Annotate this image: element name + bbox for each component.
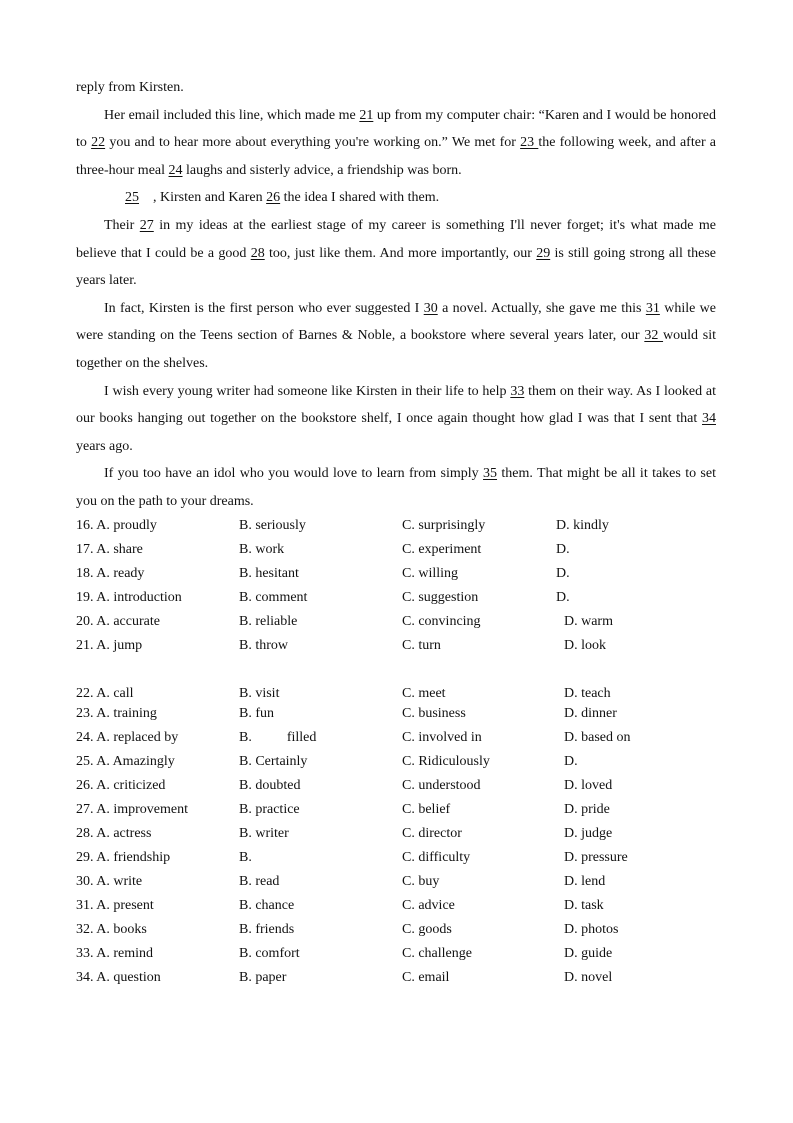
option-b: B. read: [239, 874, 280, 889]
text: If you too have an idol who you would love to learn from simply: [104, 466, 484, 482]
passage-paragraph-6: [76, 460, 716, 515]
text: laughs and sisterly advice, a friendship was born.: [182, 162, 462, 178]
option-c: C. business: [402, 706, 466, 721]
option-b: B. hesitant: [239, 566, 299, 581]
option-d: D.: [564, 754, 578, 769]
option-row-26: [76, 776, 716, 800]
option-row-18: [76, 564, 716, 588]
text: is still going strong all these years later.: [76, 245, 716, 289]
option-row-33: [76, 944, 716, 968]
text: them on their way. As I looked at our books hanging out together on the bookstore shelf, I once again thought how glad I was that I sent that: [76, 383, 717, 427]
option-d: D. loved: [564, 778, 613, 793]
blank-23: 23: [520, 135, 539, 151]
option-a: 31. A. present: [76, 898, 154, 913]
option-b: B. reliable: [239, 614, 298, 629]
blank-21: 21: [359, 107, 374, 123]
option-row-29: [76, 848, 716, 872]
option-d: D.: [556, 542, 570, 557]
option-row-24: [76, 728, 716, 752]
option-a: 21. A. jump: [76, 638, 143, 653]
option-d: D.: [556, 590, 570, 605]
option-c: C. advice: [402, 898, 455, 913]
option-c: C. convincing: [402, 614, 481, 629]
passage-paragraph-3: [76, 212, 716, 295]
option-a: 34. A. question: [76, 970, 161, 985]
option-a: 20. A. accurate: [76, 614, 160, 629]
option-row-32: [76, 920, 716, 944]
blank-31: 31: [645, 300, 660, 316]
option-a: 26. A. criticized: [76, 778, 166, 793]
blank-29: 29: [536, 245, 551, 261]
blank-35: 35: [483, 466, 498, 482]
option-b: B. doubted: [239, 778, 301, 793]
option-d: D.: [556, 566, 570, 581]
option-row-34: [76, 968, 716, 992]
option-b: B.: [239, 850, 252, 865]
option-b: B. visit: [239, 686, 280, 701]
option-d: D. lend: [564, 874, 606, 889]
option-d: D. photos: [564, 922, 619, 937]
option-b: B. work: [239, 542, 285, 557]
option-a: 23. A. training: [76, 706, 157, 721]
passage: [76, 74, 716, 516]
blank-30: 30: [423, 300, 438, 316]
option-b: B. practice: [239, 802, 300, 817]
option-c: C. meet: [402, 686, 446, 701]
option-d: D. novel: [564, 970, 613, 985]
option-b: B. seriously: [239, 518, 306, 533]
option-c: C. turn: [402, 638, 441, 653]
text: Their: [104, 217, 140, 233]
option-d: D. task: [564, 898, 604, 913]
option-row-27: [76, 800, 716, 824]
option-row-23: [76, 704, 716, 728]
option-b: B. throw: [239, 638, 288, 653]
option-d: D. pressure: [564, 850, 628, 865]
option-c: C. difficulty: [402, 850, 471, 865]
option-a: 16. A. proudly: [76, 518, 157, 533]
blank-25: 25: [125, 190, 139, 206]
option-c: C. director: [402, 826, 462, 841]
option-row-25: [76, 752, 716, 776]
text: , Kirsten and Karen: [139, 190, 267, 206]
option-row-22: [76, 684, 716, 704]
option-c: C. challenge: [402, 946, 472, 961]
option-d: D. teach: [564, 686, 611, 701]
option-row-30: [76, 872, 716, 896]
text: in my ideas at the earliest stage of my career is something I'll never forget; it's what made me believe that I could be a good: [76, 217, 716, 261]
option-a: 29. A. friendship: [76, 850, 171, 865]
option-a: 25. A. Amazingly: [76, 754, 175, 769]
option-a: 17. A. share: [76, 542, 143, 557]
blank-34: 34: [702, 411, 716, 427]
option-c: C. Ridiculously: [402, 754, 490, 769]
option-c: C. suggestion: [402, 590, 479, 605]
passage-paragraph-1: [76, 102, 716, 185]
text: the idea I shared with them.: [280, 190, 440, 206]
blank-24: 24: [168, 162, 183, 178]
options-list: [76, 516, 716, 992]
text: them. That might be all it takes to set you on the path to your dreams.: [76, 466, 716, 509]
passage-paragraph-5: [76, 378, 716, 461]
passage-paragraph-2: [76, 184, 716, 212]
option-row-17: [76, 540, 716, 564]
blank-27: 27: [139, 217, 154, 233]
option-a: 32. A. books: [76, 922, 147, 937]
option-a: 22. A. call: [76, 686, 134, 701]
passage-line-intro: reply from Kirsten.: [76, 80, 184, 95]
option-row-31: [76, 896, 716, 920]
option-c: C. involved in: [402, 730, 482, 745]
option-row-28: [76, 824, 716, 848]
text: Her email included this line, which made me: [104, 107, 360, 123]
option-b: B. comfort: [239, 946, 300, 961]
option-d: D. kindly: [556, 518, 609, 533]
option-a: 27. A. improvement: [76, 802, 188, 817]
option-c: C. willing: [402, 566, 459, 581]
option-d: D. based on: [564, 730, 631, 745]
option-c: C. belief: [402, 802, 451, 817]
option-c: C. surprisingly: [402, 518, 486, 533]
option-row-21: [76, 636, 716, 660]
option-c: C. buy: [402, 874, 440, 889]
option-b: B. paper: [239, 970, 287, 985]
option-a: 19. A. introduction: [76, 590, 182, 605]
blank-26: 26: [266, 190, 281, 206]
option-a: 30. A. write: [76, 874, 143, 889]
blank-22: 22: [91, 135, 106, 151]
text: up from my computer chair: “Karen and I would be honored to: [76, 107, 716, 151]
option-row-19: [76, 588, 716, 612]
option-a: 18. A. ready: [76, 566, 145, 581]
option-d: D. dinner: [564, 706, 617, 721]
option-d: D. warm: [564, 614, 613, 629]
passage-paragraph-4: [76, 295, 716, 378]
text: years ago.: [76, 438, 133, 454]
option-c: C. email: [402, 970, 450, 985]
text: the following week, and after a three-hour meal: [76, 135, 717, 178]
text: would sit together on the shelves.: [76, 328, 716, 371]
blank-33: 33: [510, 383, 525, 399]
text: In fact, Kirsten is the first person who ever suggested I: [104, 300, 424, 316]
text: you and to hear more about everything you're working on.” We met for: [105, 135, 521, 151]
option-row-20: [76, 612, 716, 636]
option-b: B. comment: [239, 590, 308, 605]
option-c: C. goods: [402, 922, 452, 937]
option-b: B. Certainly: [239, 754, 308, 769]
option-a: 28. A. actress: [76, 826, 152, 841]
blank-28: 28: [250, 245, 265, 261]
option-b: B. writer: [239, 826, 289, 841]
option-b: B. fun: [239, 706, 274, 721]
text: a novel. Actually, she gave me this: [437, 300, 646, 316]
option-d: D. look: [564, 638, 606, 653]
option-row-16: [76, 516, 716, 540]
blank-32: 32: [644, 328, 664, 344]
option-d: D. pride: [564, 802, 610, 817]
option-c: C. understood: [402, 778, 481, 793]
option-a: 33. A. remind: [76, 946, 153, 961]
option-b: B. filled: [239, 730, 317, 745]
text: too, just like them. And more importantly, our: [264, 245, 537, 261]
option-c: C. experiment: [402, 542, 482, 557]
text: while we were standing on the Teens section of Barnes & Noble, a bookstore where several years later, our: [76, 300, 716, 344]
option-b: B. chance: [239, 898, 295, 913]
text: I wish every young writer had someone like Kirsten in their life to help: [104, 383, 511, 399]
option-d: D. guide: [564, 946, 613, 961]
option-b: B. friends: [239, 922, 295, 937]
option-a: 24. A. replaced by: [76, 730, 179, 745]
option-d: D. judge: [564, 826, 613, 841]
